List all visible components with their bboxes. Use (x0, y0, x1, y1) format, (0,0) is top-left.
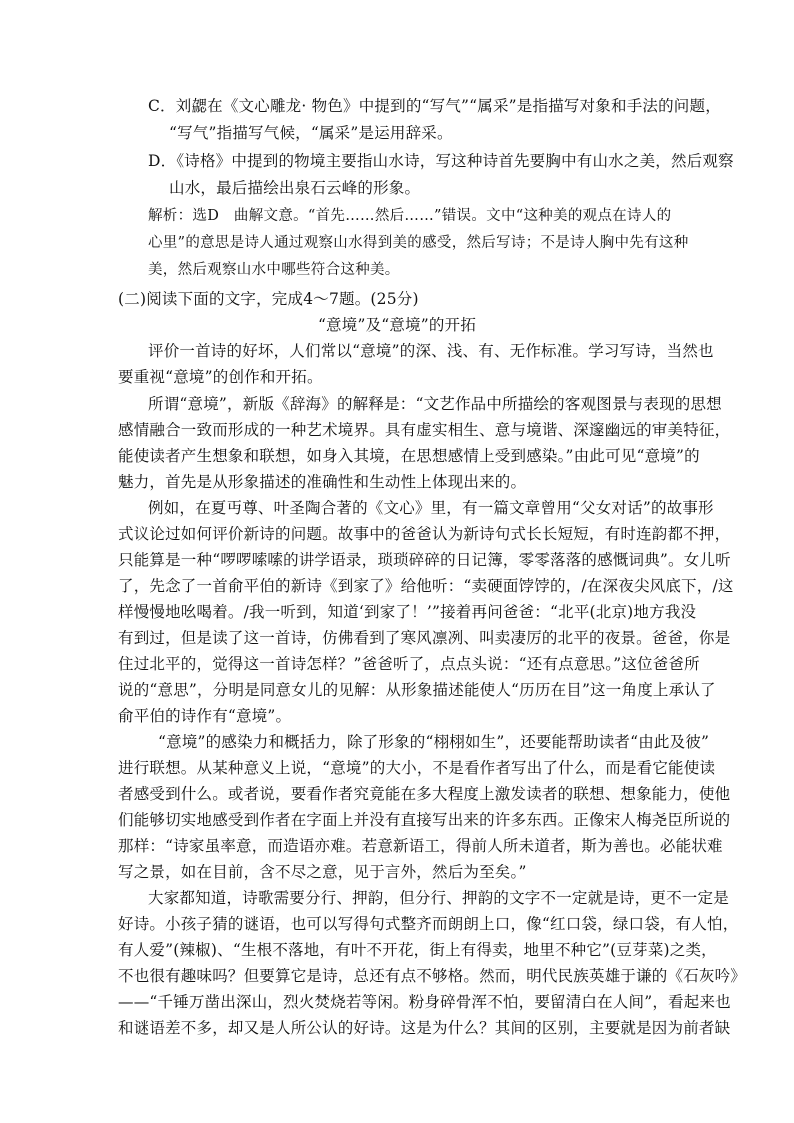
paragraph-3-line-6: 有到过，但是读了这一首诗，仿佛看到了寒风凛冽、叫卖凄厉的北平的夜景。爸爸，你是 (118, 629, 731, 647)
option-c-line-2: “写气”指描写气候，“属采”是运用辞采。 (169, 124, 453, 142)
paragraph-5-line-3: 有人爱”(辣椒)、“生根不落地，有叶不开花，街上有得卖，地里不种它”(豆芽菜)之类， (118, 941, 717, 959)
paragraph-5-line-6: 和谜语差不多，却又是人所公认的好诗。这是为什么？其间的区别，主要就是因为前者缺 (118, 1019, 731, 1037)
option-c-line-1: C．刘勰在《文心雕龙· 物色》中提到的“写气”“属采”是指描写对象和手法的问题， (148, 97, 721, 115)
paragraph-3-line-3: 只能算是一种“啰啰嗦嗦的讲学语录，琐琐碎碎的日记簿，零零落落的感慨词典”。女儿听 (118, 551, 731, 569)
analysis-line-1: 解析：选D 曲解文意。“首先……然后……”错误。文中“这种美的观点在诗人的 (148, 208, 672, 224)
paragraph-1-line-2: 要重视“意境”的创作和开拓。 (118, 368, 323, 386)
paragraph-3-line-7: 住过北平的，觉得这一首诗怎样？”爸爸听了，点点头说：“还有点意思。”这位爸爸所 (118, 655, 700, 673)
paragraph-3-line-4: 了，先念了一首俞平伯的新诗《到家了》给他听：“卖硬面饽饽的，/在深夜尖风底下，/这 (118, 577, 734, 595)
paragraph-4-line-4: 们能够切实地感受到作者在字面上并没有直接写出来的许多东西。正像宋人梅尧臣所说的 (118, 811, 731, 829)
section-heading: (二)阅读下面的文字，完成4～7题。(25分) (118, 290, 419, 308)
option-d-line-2: 山水，最后描绘出泉石云峰的形象。 (169, 179, 421, 197)
paragraph-2-line-2: 感情融合一致而形成的一种艺术境界。具有虚实相生、意与境谐、深邃幽远的审美特征， (118, 421, 731, 439)
paragraph-3-line-8: 说的“意思”，分明是同意女儿的见解：从形象描述能使人“历历在目”这一角度上承认了 (118, 681, 716, 699)
paragraph-1-line-1: 评价一首诗的好坏，人们常以“意境”的深、浅、有、无作标准。学习写诗，当然也 (148, 342, 714, 360)
analysis-line-3: 美，然后观察山水中哪些符合这种美。 (148, 262, 400, 278)
paragraph-3-line-5: 样慢慢地吆喝着。/我一听到，知道‘到家了！’”接着再问爸爸：“北平(北京)地方我没 (118, 603, 697, 621)
paragraph-2-line-1: 所谓“意境”，新版《辞海》的解释是：“文艺作品中所描绘的客观图景与表现的思想 (148, 395, 722, 413)
paragraph-5-line-5: ——“千锤万凿出深山，烈火焚烧若等闲。粉身碎骨浑不怕，要留清白在人间”，看起来也 (118, 993, 731, 1011)
paragraph-2-line-4: 魅力，首先是从形象描述的准确性和生动性上体现出来的。 (118, 473, 527, 491)
paragraph-5-line-4: 不也很有趣味吗？但要算它是诗，总还有点不够格。然而，明代民族英雄于谦的《石灰吟》 (118, 967, 747, 985)
analysis-line-2: 心里”的意思是诗人通过观察山水得到美的感受，然后写诗；不是诗人胸中先有这种 (148, 235, 689, 251)
paragraph-5-line-1: 大家都知道，诗歌需要分行、押韵，但分行、押韵的文字不一定就是诗，更不一定是 (148, 889, 729, 907)
paragraph-4-line-3: 者感受到什么。或者说，要看作者究竟能在多大程度上激发读者的联想、想象能力，使他 (118, 785, 731, 803)
paragraph-4-line-5: 那样：“诗家虽率意，而造语亦难。若意新语工，得前人所未道者，斯为善也。必能状难 (118, 837, 723, 855)
paragraph-3-line-9: 俞平伯的诗作有“意境”。 (118, 707, 292, 725)
paragraph-4-line-1: “意境”的感染力和概括力，除了形象的“栩栩如生”，还要能帮助读者“由此及彼” (158, 733, 710, 751)
paragraph-3-line-1: 例如，在夏丏尊、叶圣陶合著的《文心》里，有一篇文章曾用“父女对话”的故事形 (148, 499, 714, 517)
paragraph-5-line-2: 好诗。小孩子猜的谜语，也可以写得句式整齐而朗朗上口，像“红口袋，绿口袋，有人怕， (118, 915, 739, 933)
paragraph-3-line-2: 式议论过如何评价新诗的问题。故事中的爸爸认为新诗句式长长短短，有时连韵都不押， (118, 525, 731, 543)
paragraph-2-line-3: 能使读者产生想象和联想，如身入其境，在思想感情上受到感染。”由此可见“意境”的 (118, 447, 700, 465)
option-d-line-1: D．《诗格》中提到的物境主要指山水诗，写这种诗首先要胸中有山水之美，然后观察 (148, 152, 734, 170)
paragraph-4-line-2: 进行联想。从某种意义上说，“意境”的大小，不是看作者写出了什么，而是看它能使读 (118, 759, 716, 777)
article-title: “意境”及“意境”的开拓 (317, 316, 477, 334)
paragraph-4-line-6: 写之景，如在目前，含不尽之意，见于言外，然后为至矣。” (118, 863, 527, 881)
